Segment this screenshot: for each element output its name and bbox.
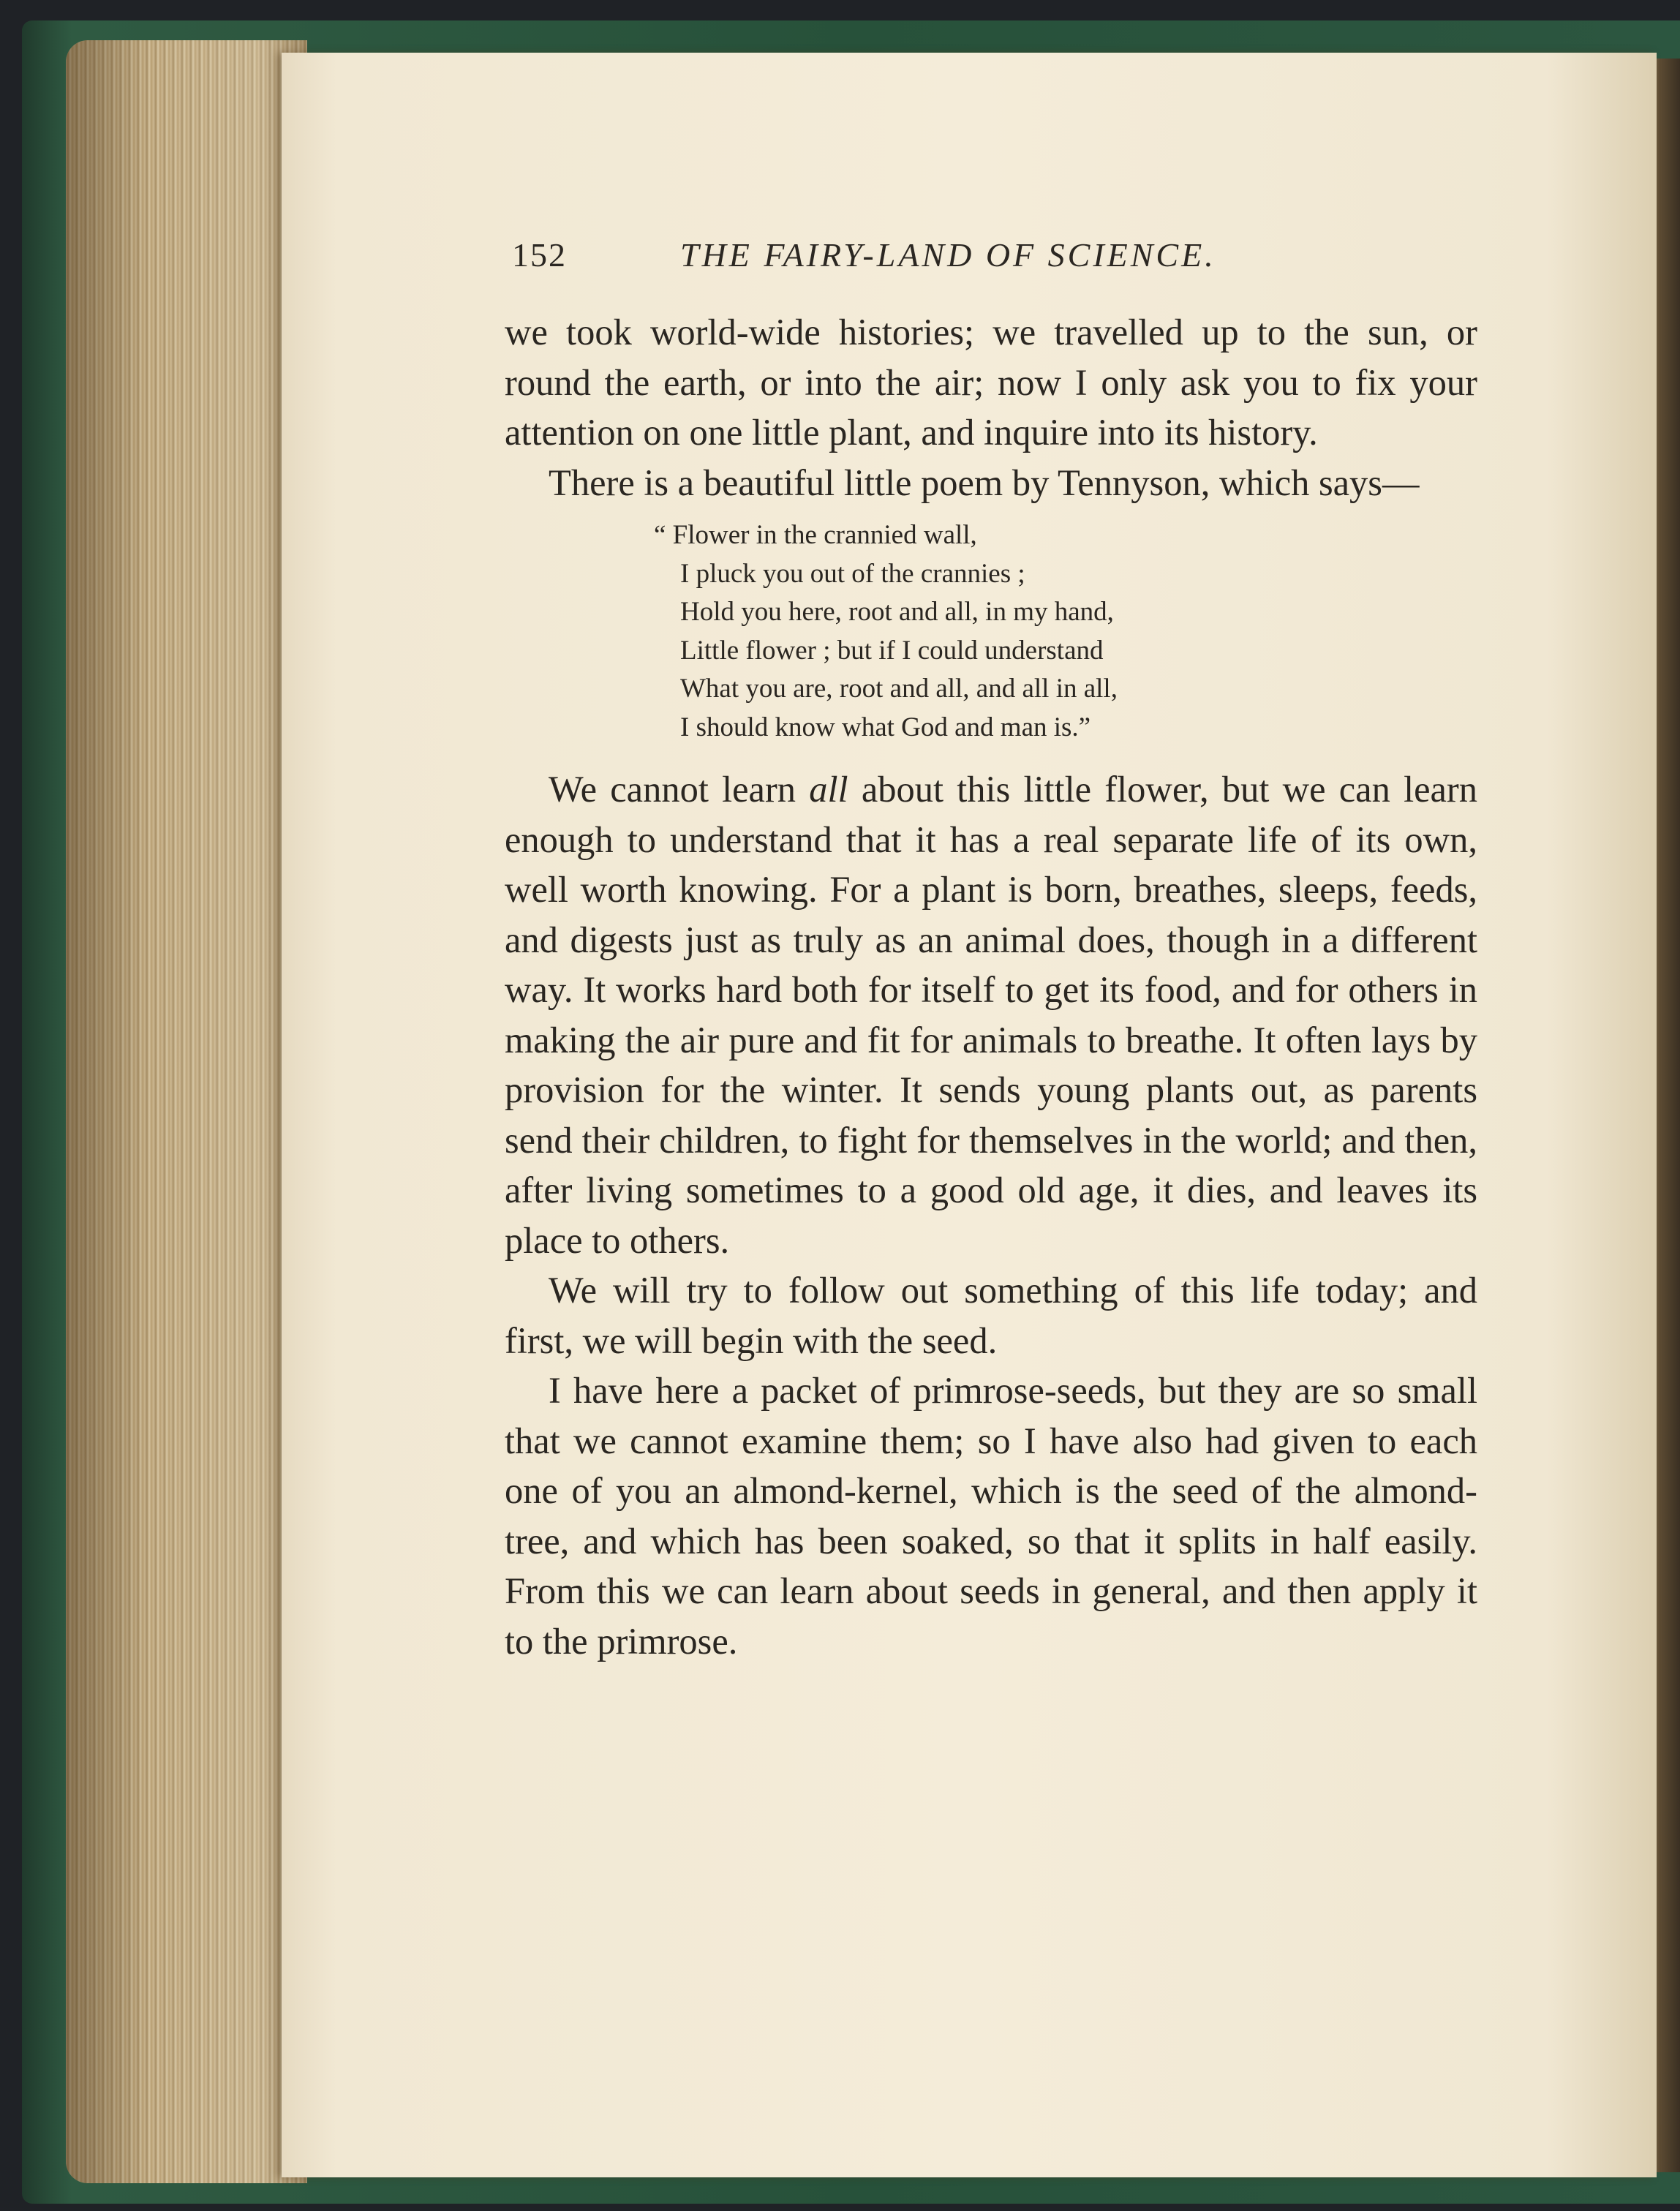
paragraph-1: we took world-wide histories; we travelled up to the sun, or round the earth, or into the air; now I only ask you to fix your attention on one little plant, and inquire into its history. xyxy=(505,312,1477,453)
page-body xyxy=(505,307,1477,1666)
poem-line: Little flower ; but if I could understand xyxy=(680,635,1104,666)
running-title: THE FAIRY-LAND OF SCIENCE. xyxy=(680,236,1216,274)
running-head xyxy=(512,233,1551,276)
emphasis-all: all xyxy=(809,769,848,810)
page-number: 152 xyxy=(512,236,567,274)
poem-line: Hold you here, root and all, in my hand, xyxy=(680,597,1114,627)
poem-line: “ Flower in the crannied wall, xyxy=(654,520,977,550)
paragraph-4: We will try to follow out something of this life today; and first, we will begin with the seed. xyxy=(505,1270,1477,1361)
poem-line: What you are, root and all, and all in all, xyxy=(680,674,1118,704)
paragraph-3-start: We cannot learn xyxy=(549,769,810,810)
poem-quotation xyxy=(654,516,1477,747)
paragraph-2: There is a beautiful little poem by Tennyson, which says— xyxy=(549,462,1420,503)
poem-line: I should know what God and man is.” xyxy=(680,712,1091,742)
poem-line: I pluck you out of the crannies ; xyxy=(680,558,1025,589)
paragraph-3 xyxy=(505,764,1477,1265)
page-edges xyxy=(66,40,307,2183)
paragraph-5: I have here a packet of primrose-seeds, but they are so small that we cannot examine them; so I have also had given to each one of you an almond-kernel, which is the seed of the almond-tree, and which has been soaked, so that it splits in half easily. From this we can learn about seeds in general, and then apply it to the primrose. xyxy=(505,1370,1477,1662)
paragraph-3-rest: about this little flower, but we can learn enough to understand that it has a real separate life of its own, well worth knowing. For a plant is born, breathes, sleeps, feeds, and digests just as truly as an animal does, though in a different way. It works hard both for itself to get its food, and for others in making the air pure and fit for animals to breathe. It often lays by provision for the winter. It sends young plants out, as parents send their children, to fight for themselves in the world; and then, after living sometimes to a good old age, it dies, and leaves its place to others. xyxy=(505,769,1478,1261)
